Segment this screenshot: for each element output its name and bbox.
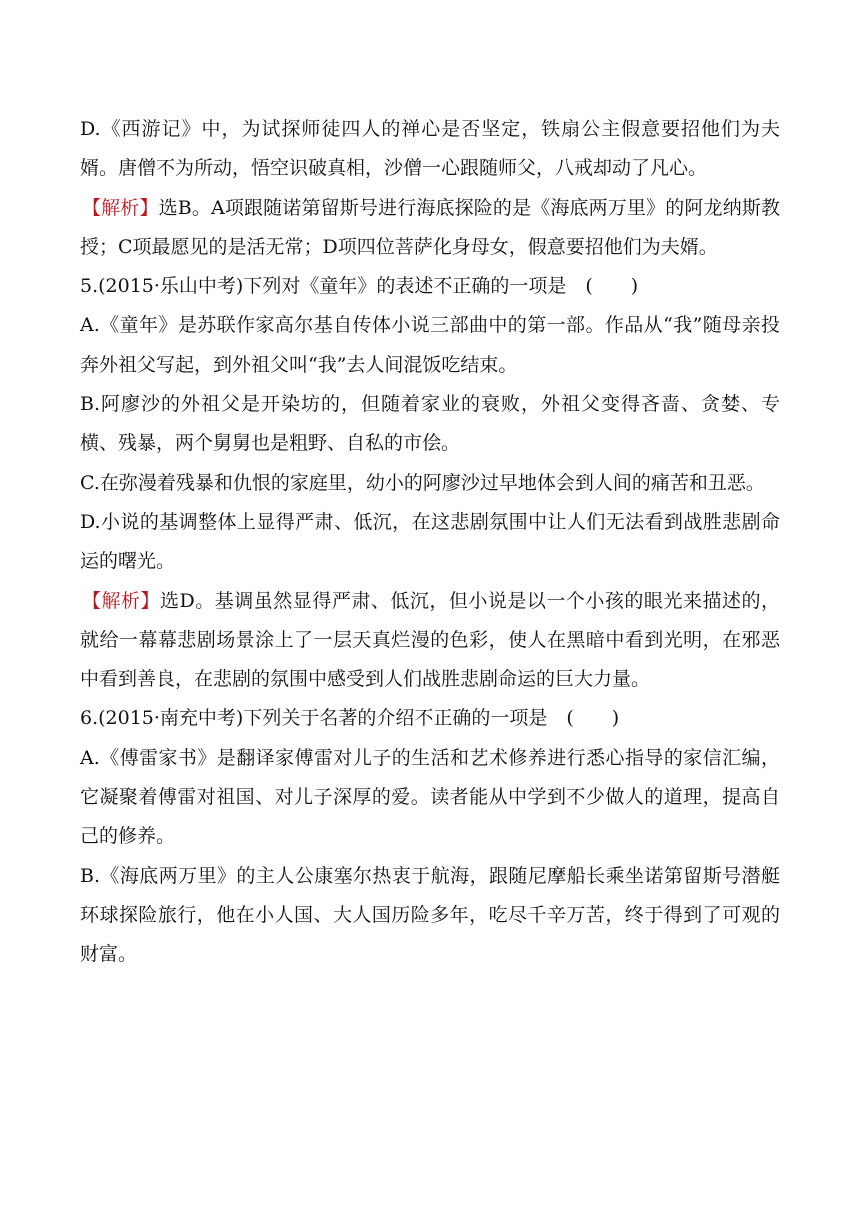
analysis-tag: 【解析】	[82, 589, 161, 612]
analysis-text: 选B。A项跟随诺第留斯号进行海底探险的是《海底两万里》的阿龙纳斯教授；C项最愿见的是活无常；D项四位菩萨化身母女，假意要招他们为夫婿。	[80, 196, 780, 258]
option-a-tongnian: A.《童年》是苏联作家高尔基自传体小说三部曲中的第一部。作品从“我”随母亲投奔外祖父写起，到外祖父叫“我”去人间混饭吃结束。	[80, 314, 780, 376]
question-5: 5.(2015·乐山中考)下列对《童年》的表述不正确的一项是 ( )	[80, 275, 639, 298]
option-d-xiyouji: D.《西游记》中，为试探师徒四人的禅心是否坚定，铁扇公主假意要招他们为夫婿。唐僧不为所动，悟空识破真相，沙僧一心跟随师父，八戒却动了凡心。	[80, 118, 780, 180]
analysis-q5	[80, 582, 780, 700]
option-b-tongnian: B.阿廖沙的外祖父是开染坊的，但随着家业的衰败，外祖父变得吝啬、贪婪、专横、残暴，两个舅舅也是粗野、自私的市侩。	[80, 393, 780, 455]
document-page	[80, 110, 780, 975]
analysis-text: 选D。基调虽然显得严肃、低沉，但小说是以一个小孩的眼光来描述的，就给一幕幕悲剧场景涂上了一层天真烂漫的色彩，使人在黑暗中看到光明，在邪恶中看到善良，在悲剧的氛围中感受到人们战胜悲剧命运的巨大力量。	[80, 589, 780, 691]
option-d-tongnian: D.小说的基调整体上显得严肃、低沉，在这悲剧氛围中让人们无法看到战胜悲剧命运的曙光。	[80, 510, 780, 573]
analysis-q4	[80, 189, 780, 268]
option-c-tongnian: C.在弥漫着残暴和仇恨的家庭里，幼小的阿廖沙过早地体会到人间的痛苦和丑恶。	[80, 471, 765, 494]
analysis-tag: 【解析】	[82, 196, 159, 219]
question-6: 6.(2015·南充中考)下列关于名著的介绍不正确的一项是 ( )	[80, 707, 620, 730]
option-a-fulei: A.《傅雷家书》是翻译家傅雷对儿子的生活和艺术修养进行悉心指导的家信汇编，它凝聚着傅雷对祖国、对儿子深厚的爱。读者能从中学到不少做人的道理，提高自己的修养。	[80, 746, 780, 848]
option-b-haidi: B.《海底两万里》的主人公康塞尔热衷于航海，跟随尼摩船长乘坐诺第留斯号潜艇环球探险旅行，他在小人国、大人国历险多年，吃尽千辛万苦，终于得到了可观的财富。	[80, 864, 780, 966]
